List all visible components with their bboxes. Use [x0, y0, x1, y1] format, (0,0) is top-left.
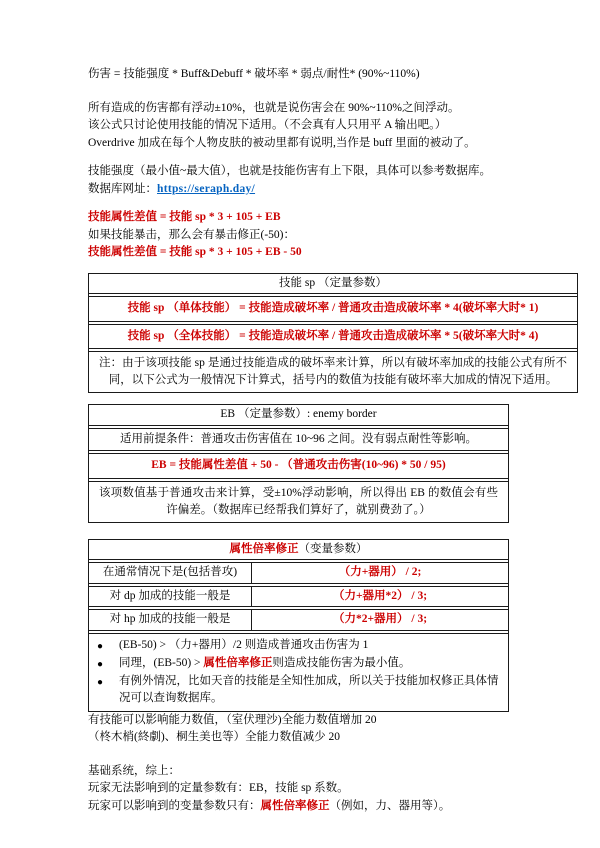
modifier-row-hp-label: 对 hp 加成的技能一般是 — [89, 610, 252, 630]
modifier-row-hp — [89, 609, 508, 631]
modifier-row-dp-value: （力+器用*2） / 3; — [332, 589, 428, 602]
modifier-table — [88, 539, 509, 712]
bullet-text-3: 有例外情况，比如天音的技能是全知性加成，所以关于技能加权修正具体情况可以查询数据库。 — [119, 674, 499, 704]
skill-sp-table-note: 注：由于该项技能 sp 是通过技能造成的破坏率来计算，所以有破坏率加成的技能公式有所不同，以下公式为一般情况下计算式，括号内的数值为技能有破坏率大加成的情况下适用。 — [89, 351, 577, 392]
summary-line-3: 玩家可以影响到的变量参数只有：属性倍率修正（例如，力、器用等）。 — [88, 799, 451, 812]
skill-sp-table — [88, 273, 578, 394]
eb-table — [88, 404, 509, 523]
skill-power-note: 技能强度（最小值~最大值），也就是技能伤害有上下限，具体可以参考数据库。 — [88, 165, 491, 177]
bullet-icon: ● — [97, 640, 104, 652]
bullet-item-3 — [97, 673, 502, 707]
attr-diff-formula-crit: 技能属性差值 = 技能 sp * 3 + 105 + EB - 50 — [88, 246, 302, 258]
bullet-icon: ● — [97, 676, 104, 688]
damage-formula: 伤害 = 技能强度 * Buff&Debuff * 破坏率 * 弱点/耐性* (90%~110%) — [88, 68, 420, 80]
intro-line-3: Overdrive 加成在每个人物皮肤的被动里都有说明,当作是 buff 里面的被动了。 — [88, 136, 476, 149]
modifier-bullet-list — [89, 633, 508, 711]
eb-formula: EB = 技能属性差值 + 50 - （普通攻击伤害(10~96) * 50 / 95) — [89, 453, 508, 479]
modifier-row-normal-label: 在通常情况下是(包括普攻) — [89, 563, 252, 583]
bullet-text-2: 同理，(EB-50) > 属性倍率修正则造成技能伤害为最小值。 — [119, 656, 411, 669]
database-line — [88, 181, 580, 199]
modifier-row-dp — [89, 586, 508, 608]
intro-line-2: 该公式只讨论使用技能的情况下适用。（不会真有人只用平 A 输出吧。） — [88, 119, 447, 131]
modifier-row-normal-value: （力+器用） / 2; — [338, 566, 422, 578]
database-label: 数据库网址： — [88, 182, 157, 195]
bullet-icon: ● — [97, 658, 104, 670]
modifier-row-normal — [89, 562, 508, 584]
summary-line-2: 玩家无法影响到的定量参数有：EB，技能 sp 系数。 — [88, 782, 349, 794]
skill-sp-table-header: 技能 sp （定量参数） — [89, 274, 577, 295]
attr-diff-formula: 技能属性差值 = 技能 sp * 3 + 105 + EB — [88, 211, 281, 223]
bullet-text-1: (EB-50) > （力+器用）/2 则造成普通攻击伤害为 1 — [119, 638, 369, 651]
bullet-item-2 — [97, 655, 502, 673]
modifier-header-black: （变量参数） — [298, 542, 368, 555]
eb-table-header: EB （定量参数）: enemy border — [89, 405, 508, 426]
skill-sp-aoe-formula: 技能 sp （全体技能） = 技能造成破坏率 / 普通攻击造成破坏率 * 5(破坏率大时* 4) — [89, 324, 577, 350]
modifier-row-dp-label: 对 dp 加成的技能一般是 — [89, 587, 252, 607]
modifier-header-red: 属性倍率修正 — [229, 542, 299, 555]
modifier-row-hp-value: （力*2+器用） / 3; — [332, 613, 428, 625]
summary-line-1: 基础系统，综上： — [88, 764, 180, 777]
intro-line-1: 所有造成的伤害都有浮动±10%，也就是说伤害会在 90%~110%之间浮动。 — [88, 101, 460, 114]
skill-sp-single-formula: 技能 sp （单体技能） = 技能造成破坏率 / 普通攻击造成破坏率 * 4(破坏率大时* 1) — [89, 296, 577, 322]
bullet-item-1 — [97, 637, 502, 655]
eb-precondition: 适用前提条件：普通攻击伤害值在 10~96 之间。没有弱点耐性等影响。 — [89, 428, 508, 452]
modifier-table-header — [89, 540, 508, 561]
crit-note: 如果技能暴击，那么会有暴击修正(-50)： — [88, 228, 295, 241]
database-link[interactable]: https://seraph.day/ — [157, 182, 256, 195]
ability-note-1: 有技能可以影响能力数值，（室伏理沙)全能力数值增加 20 — [88, 713, 377, 726]
eb-table-note: 该项数值基于普通攻击来计算，受±10%浮动影响，所以得出 EB 的数值会有些许偏差。（数据库已经帮我们算好了，就别费劲了。） — [89, 481, 508, 522]
ability-note-2: （柊木梢(終劇)、桐生美也等）全能力数值减少 20 — [88, 731, 341, 743]
